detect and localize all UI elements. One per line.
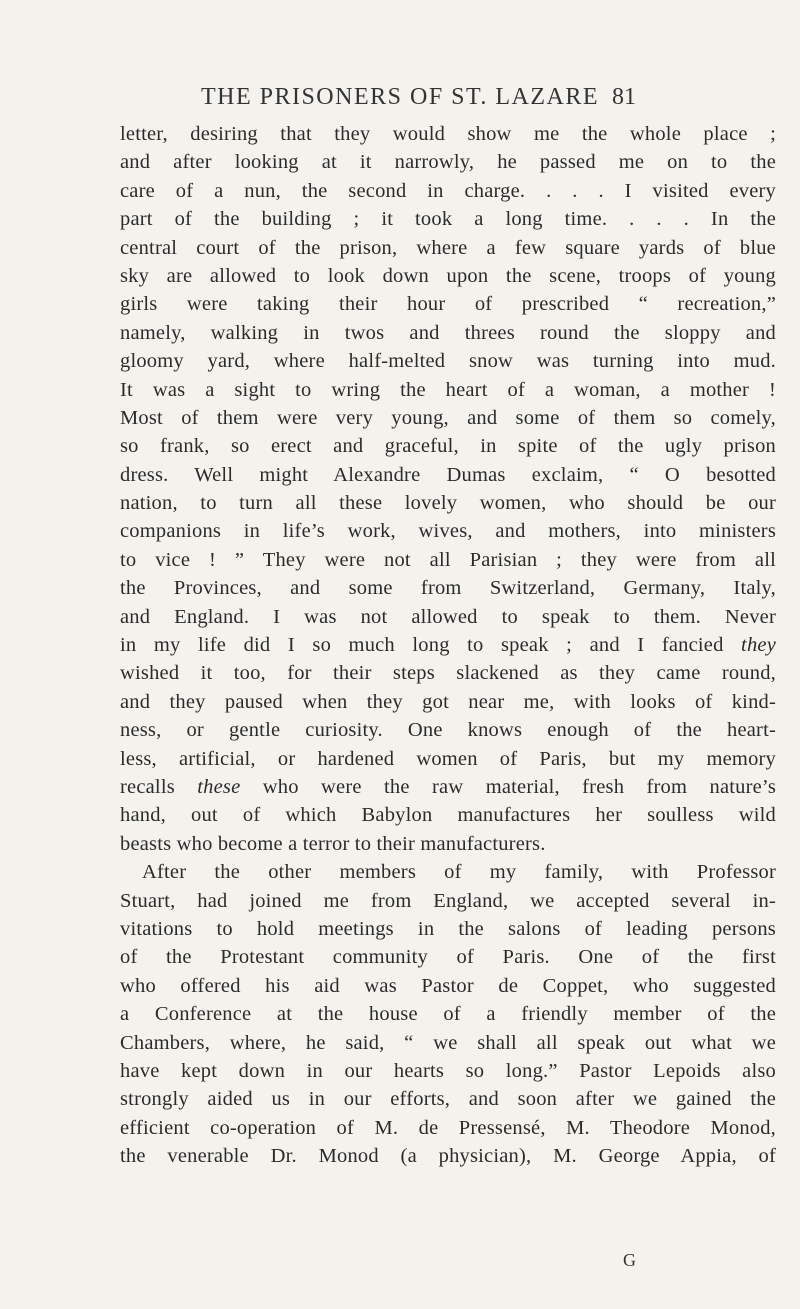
text-line: so frank, so erect and graceful, in spite of the ugly prison	[120, 435, 776, 458]
text-line: dress. Well might Alexandre Dumas exclaim, “ O besotted	[120, 463, 776, 486]
text-line: strongly aided us in our efforts, and soon after we gained the	[120, 1088, 776, 1111]
text-line: nation, to turn all these lovely women, who should be our	[120, 492, 776, 515]
running-title: THE PRISONERS OF ST. LAZARE	[200, 84, 600, 110]
text-line: the venerable Dr. Monod (a physician), M. George Appia, of	[120, 1145, 776, 1168]
text-line-with-italic	[120, 773, 776, 801]
text-line: a Conference at the house of a friendly member of the	[120, 1003, 776, 1026]
text-line: ness, or gentle curiosity. One knows enough of the heart-	[120, 719, 776, 742]
text-line: who offered his aid was Pastor de Coppet, who suggested	[120, 974, 776, 997]
italic-word: these	[197, 775, 241, 798]
text-line: care of a nun, the second in charge. . . . I visited every	[120, 179, 776, 202]
text-line: the Provinces, and some from Switzerland, Germany, Italy,	[120, 577, 776, 600]
text-segment: in my life did I so much long to speak ; and I fancied	[120, 634, 742, 657]
running-head	[0, 84, 800, 118]
text-line: central court of the prison, where a few square yards of blue	[120, 236, 776, 259]
text-line: hand, out of which Babylon manufactures her soulless wild	[120, 804, 776, 827]
text-line: and England. I was not allowed to speak to them. Never	[120, 605, 776, 628]
text-line: gloomy yard, where half-melted snow was turning into mud.	[120, 350, 776, 373]
text-line: and after looking at it narrowly, he passed me on to the	[120, 151, 776, 174]
text-line: efficient co-operation of M. de Pressensé, M. Theodore Monod,	[120, 1116, 776, 1139]
text-line: beasts who become a terror to their manufacturers.	[120, 832, 546, 855]
signature-mark: G	[623, 1250, 636, 1270]
text-line-with-italic	[120, 631, 776, 659]
text-line: less, artificial, or hardened women of Paris, but my memory	[120, 747, 776, 770]
text-line: Chambers, where, he said, “ we shall all speak out what we	[120, 1031, 776, 1054]
text-line: companions in life’s work, wives, and mothers, into ministers	[120, 520, 776, 543]
text-line: sky are allowed to look down upon the scene, troops of young	[120, 264, 776, 287]
text-line: Most of them were very young, and some of them so comely,	[120, 406, 776, 429]
text-segment: who were the raw material, fresh from nature’s	[240, 775, 777, 798]
text-line: have kept down in our hearts so long.” Pastor Lepoids also	[120, 1059, 776, 1082]
text-line: part of the building ; it took a long time. . . . In the	[120, 208, 776, 231]
page-number: 81	[612, 84, 636, 110]
body-text	[120, 120, 776, 1170]
text-line: wished it too, for their steps slackened as they came round,	[120, 662, 776, 685]
text-line: letter, desiring that they would show me the whole place ;	[120, 123, 776, 145]
text-line: namely, walking in twos and threes round the sloppy and	[120, 321, 776, 344]
text-line: vitations to hold meetings in the salons of leading persons	[120, 917, 776, 940]
text-line: Stuart, had joined me from England, we accepted several in-	[120, 889, 776, 912]
italic-word: they	[741, 634, 776, 657]
text-segment: recalls	[120, 775, 198, 798]
text-line: and they paused when they got near me, with looks of kind-	[120, 690, 776, 713]
text-line: to vice ! ” They were not all Parisian ; they were from all	[120, 548, 776, 571]
text-line: girls were taking their hour of prescribed “ recreation,”	[120, 293, 776, 316]
text-line: of the Protestant community of Paris. One of the first	[120, 946, 776, 969]
text-line: It was a sight to wring the heart of a woman, a mother !	[120, 378, 776, 401]
text-line: After the other members of my family, with Professor	[142, 861, 776, 884]
